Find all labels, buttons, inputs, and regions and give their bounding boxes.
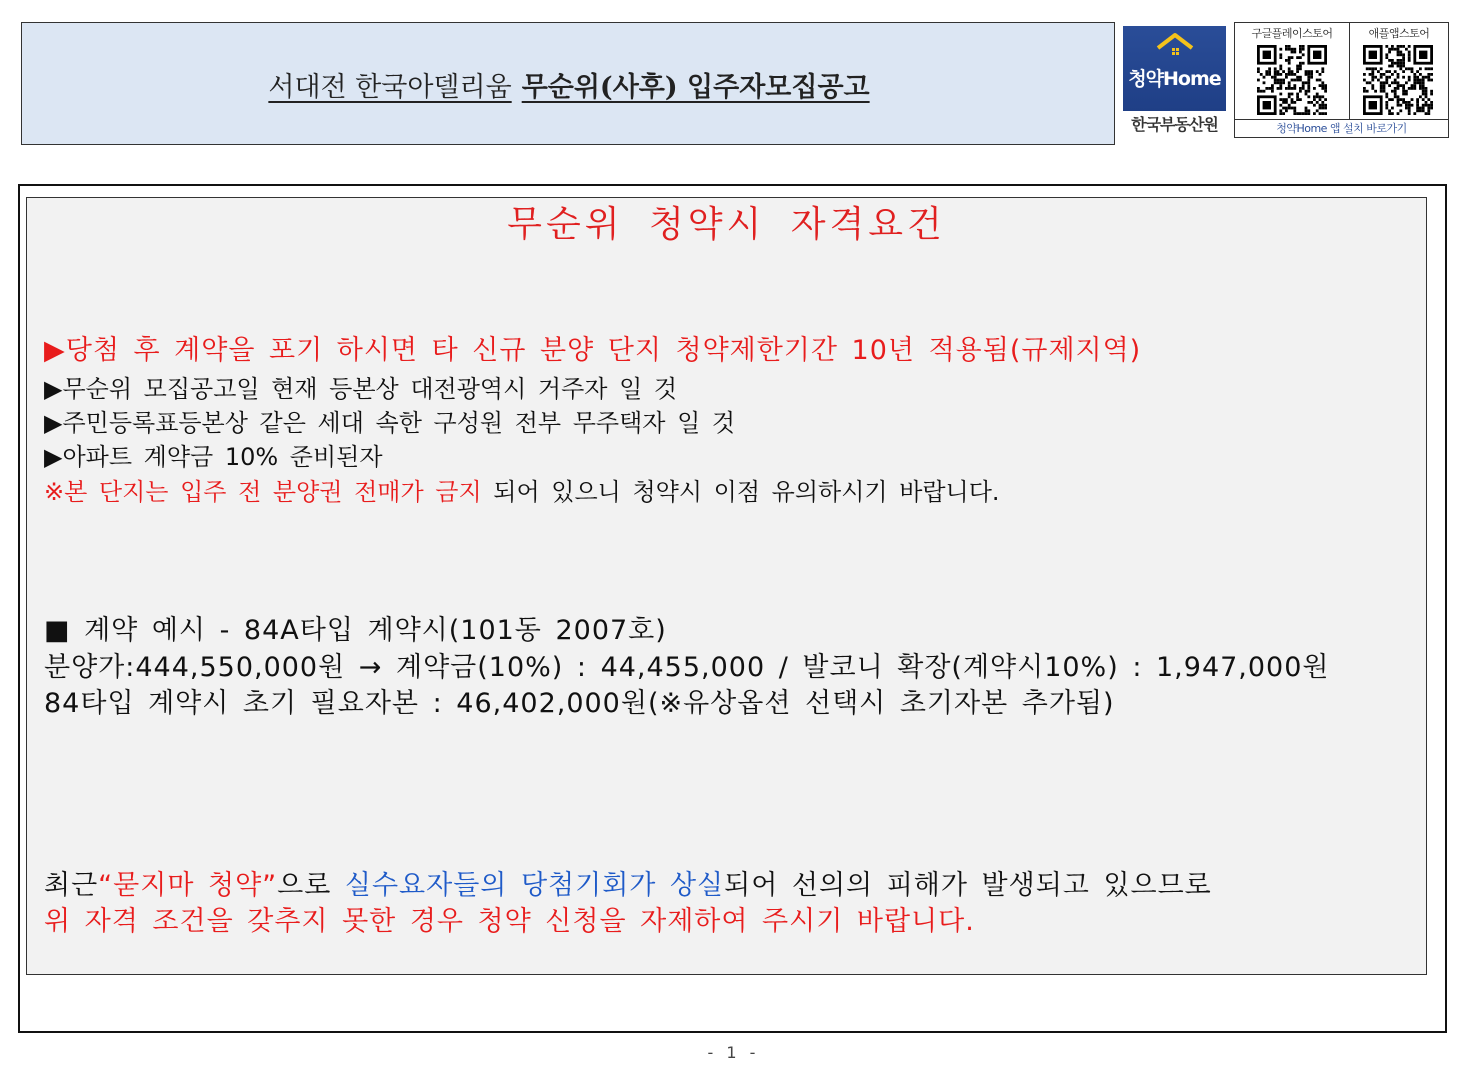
page-title-bold: 무순위(사후) 입주자모집공고 <box>521 72 870 103</box>
header-box <box>21 22 1115 145</box>
resale-notice <box>44 472 1000 507</box>
requirement-item: ▶주민등록표등본상 같은 세대 속한 구성원 전부 무주택자 일 것 <box>44 409 736 437</box>
page-number: - 1 - <box>707 1043 760 1062</box>
section-title: 무순위 청약시 자격요건 <box>507 204 946 245</box>
house-icon <box>1156 32 1194 62</box>
requirement-item: ▶무순위 모집공고일 현재 등본상 대전광역시 거주자 일 것 <box>44 375 678 403</box>
warning-highlight: 실수요자들의 당첨기회가 상실 <box>344 870 725 901</box>
warning-line-1 <box>44 863 1212 902</box>
content-panel <box>26 197 1427 975</box>
warning-text: 최근 <box>44 870 99 901</box>
page-title <box>22 23 1116 146</box>
google-play-qr-code[interactable] <box>1257 45 1327 115</box>
requirement-item: ▶아파트 계약금 10% 준비된자 <box>44 443 383 471</box>
app-store-label: 애플앱스토어 <box>1368 27 1430 40</box>
example-capital-line: 84타입 계약시 초기 필요자본 : 46,402,000원(※유상옵션 선택시 초기자본 추가됨) <box>44 688 1115 719</box>
app-install-link[interactable]: 청약Home 앱 설치 바로가기 <box>1276 122 1407 135</box>
app-store-qr-code[interactable] <box>1363 45 1433 115</box>
warning-text: 으로 <box>277 870 345 901</box>
requirement-item: ▶당첨 후 계약을 포기 하시면 타 신규 분양 단지 청약제한기간 10년 적용됨(규제지역) <box>44 335 1142 366</box>
resale-notice-red: ※본 단지는 입주 전 분양권 전매가 금지 <box>44 478 482 506</box>
logo-org-name: 한국부동산원 <box>1131 115 1218 134</box>
resale-notice-rest: 되어 있으니 청약시 이점 유의하시기 바랍니다. <box>481 478 1000 506</box>
cheongyak-home-logo[interactable] <box>1123 26 1226 111</box>
warning-quote: “묻지마 청약” <box>98 870 278 901</box>
warning-text: 되어 선의의 피해가 발생되고 있으므로 <box>724 870 1212 901</box>
example-heading: ■ 계약 예시 - 84A타입 계약시(101동 2007호) <box>44 615 667 646</box>
logo-label: 청약Home <box>1128 68 1221 90</box>
warning-line-2: 위 자격 조건을 갖추지 못한 경우 청약 신청을 자제하여 주시기 바랍니다. <box>44 906 975 937</box>
qr-code-panel <box>1234 22 1449 138</box>
example-price-line: 분양가:444,550,000원 → 계약금(10%) : 44,455,000 / 발코니 확장(계약시10%) : 1,947,000원 <box>44 652 1330 683</box>
google-play-label: 구글플레이스토어 <box>1251 27 1333 40</box>
page-title-normal: 서대전 한국아델리움 <box>268 72 512 103</box>
